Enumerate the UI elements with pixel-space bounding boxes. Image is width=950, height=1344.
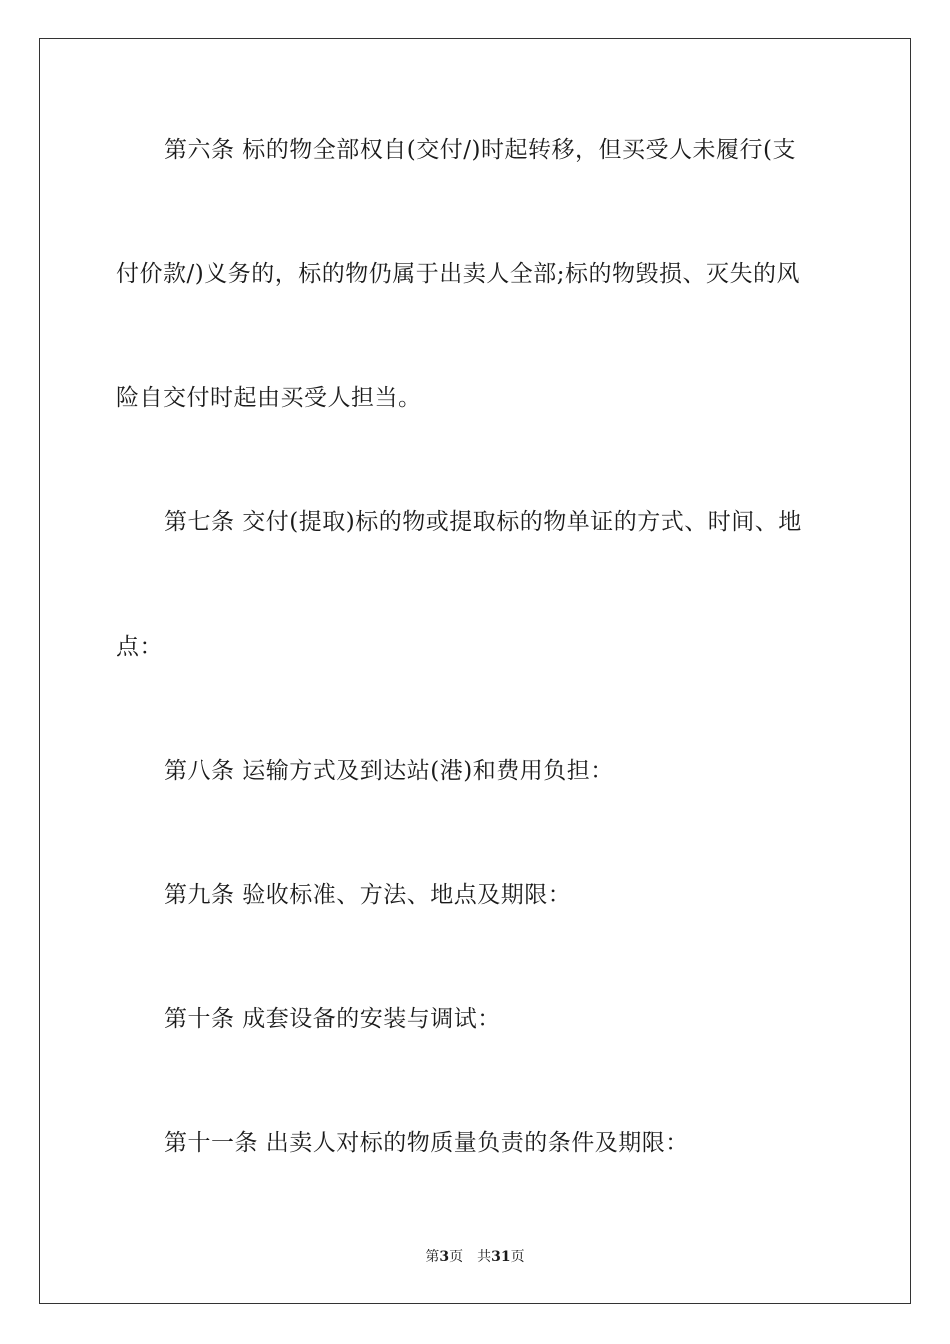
page-prefix: 第 bbox=[425, 1249, 440, 1265]
article-6-line-3: 险自交付时起由买受人担当。 bbox=[116, 385, 422, 411]
total-page-count: 31 bbox=[491, 1249, 511, 1265]
page-suffix: 页 bbox=[449, 1249, 464, 1265]
page-frame bbox=[39, 38, 911, 1304]
total-suffix: 页 bbox=[510, 1249, 525, 1265]
page-footer bbox=[0, 1246, 950, 1266]
article-7-line-1: 第七条 交付(提取)标的物或提取标的物单证的方式、时间、地 bbox=[164, 509, 802, 535]
article-10: 第十条 成套设备的安装与调试： bbox=[164, 1006, 501, 1032]
article-8: 第八条 运输方式及到达站(港)和费用负担： bbox=[164, 758, 614, 784]
current-page-number: 3 bbox=[439, 1249, 450, 1265]
article-6-line-1: 第六条 标的物全部权自(交付/)时起转移，但买受人未履行(支 bbox=[164, 137, 796, 163]
article-7-line-2: 点： bbox=[116, 634, 163, 660]
article-11: 第十一条 出卖人对标的物质量负责的条件及期限： bbox=[164, 1130, 689, 1156]
article-9: 第九条 验收标准、方法、地点及期限： bbox=[164, 882, 572, 908]
total-prefix: 共 bbox=[477, 1249, 492, 1265]
article-6-line-2: 付价款/)义务的，标的物仍属于出卖人全部;标的物毁损、灭失的风 bbox=[116, 261, 800, 287]
